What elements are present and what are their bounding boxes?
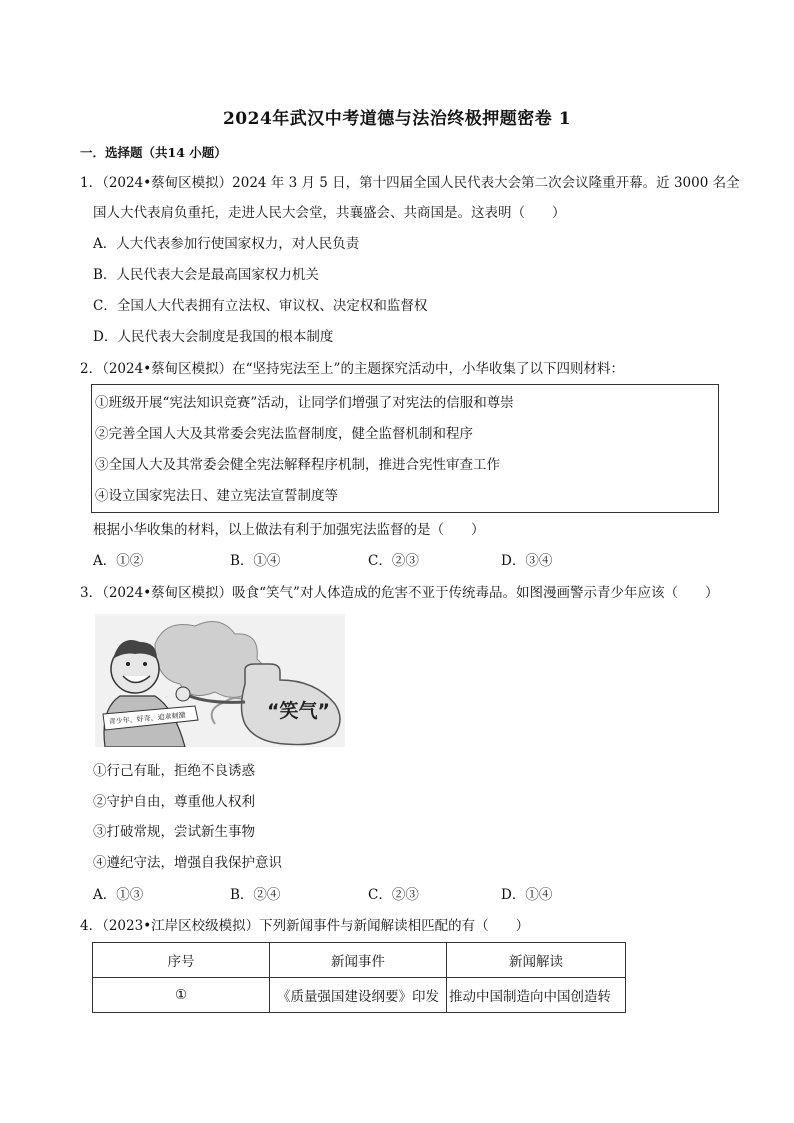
q1-stem-line2: 国人大代表肩负重托，走进人民大会堂，共襄盛会、共商国是。这表明（ ） [93, 205, 566, 221]
q3-stem: 3．（2024•蔡甸区模拟）吸食“笑气”对人体造成的危害不亚于传统毒品。如图漫画警示青少年应该（ ） [80, 585, 719, 601]
row-cell-interpretation: 推动中国制造向中国创造转 [447, 978, 626, 1013]
q1-stem-line1: 1．（2024•蔡甸区模拟）2024 年 3 月 5 日，第十四届全国人民代表大会第二次会议隆重开幕。近 3000 名全 [80, 175, 740, 191]
q3-option-d: D．①④ [501, 887, 553, 903]
row-cell-index: ① [93, 978, 270, 1013]
q1-option-b: B．人民代表大会是最高国家权力机关 [93, 267, 319, 283]
table-row [93, 978, 626, 1013]
q2-stem: 2．（2024•蔡甸区模拟）在“坚持宪法至上”的主题探究活动中，小华收集了以下四则材料： [80, 361, 624, 377]
q3-options [93, 885, 693, 905]
q2-options [93, 551, 693, 571]
q3-option-a: A．①③ [93, 887, 144, 903]
q3-cartoon-image [95, 614, 345, 747]
q2-material-1: ①班级开展“宪法知识竞赛”活动，让同学们增强了对宪法的信服和尊崇 [95, 395, 514, 411]
q3-item-3: ③打破常规，尝试新生事物 [93, 824, 255, 840]
bottle-label-text: “笑气” [267, 700, 330, 722]
q2-option-d: D．③④ [501, 553, 553, 569]
table-header-row [93, 943, 626, 978]
q1-option-d: D．人民代表大会制度是我国的根本制度 [93, 329, 334, 345]
header-cell-index: 序号 [93, 943, 270, 978]
q1-option-a: A．人大代表参加行使国家权力，对人民负责 [93, 236, 360, 252]
q2-material-3: ③全国人大及其常委会健全宪法解释程序机制，推进合宪性审查工作 [95, 457, 500, 473]
q2-material-2: ②完善全国人大及其常委会宪法监督制度，健全监督机制和程序 [95, 426, 473, 442]
q3-option-c: C．②③ [368, 887, 419, 903]
q2-question: 根据小华收集的材料，以上做法有利于加强宪法监督的是（ ） [93, 522, 485, 538]
q2-materials-box [91, 384, 719, 513]
header-cell-event: 新闻事件 [270, 943, 447, 978]
q3-item-4: ④遵纪守法，增强自我保护意识 [93, 855, 282, 871]
section-heading: 一．选择题（共14 小题） [80, 145, 227, 160]
q4-news-table [92, 942, 626, 1013]
q3-item-1: ①行己有耻，拒绝不良诱惑 [93, 763, 255, 779]
q3-item-2: ②守护自由，尊重他人权利 [93, 794, 255, 810]
q2-material-4: ④设立国家宪法日、建立宪法宣誓制度等 [95, 488, 338, 504]
q4-stem: 4．（2023•江岸区校级模拟）下列新闻事件与新闻解读相匹配的有（ ） [80, 918, 530, 934]
header-cell-interpretation: 新闻解读 [447, 943, 626, 978]
sash-text: 青少年，好奇，追求刺激 [108, 711, 186, 726]
q3-option-b: B．②④ [230, 887, 281, 903]
document-title: 2024年武汉中考道德与法治终极押题密卷 1 [222, 109, 572, 129]
row-cell-event: 《质量强国建设纲要》印发 [270, 978, 447, 1013]
q2-option-c: C．②③ [368, 553, 419, 569]
q2-option-b: B．①④ [230, 553, 281, 569]
q2-option-a: A．①② [93, 553, 144, 569]
q1-option-c: C．全国人大代表拥有立法权、审议权、决定权和监督权 [93, 298, 428, 314]
